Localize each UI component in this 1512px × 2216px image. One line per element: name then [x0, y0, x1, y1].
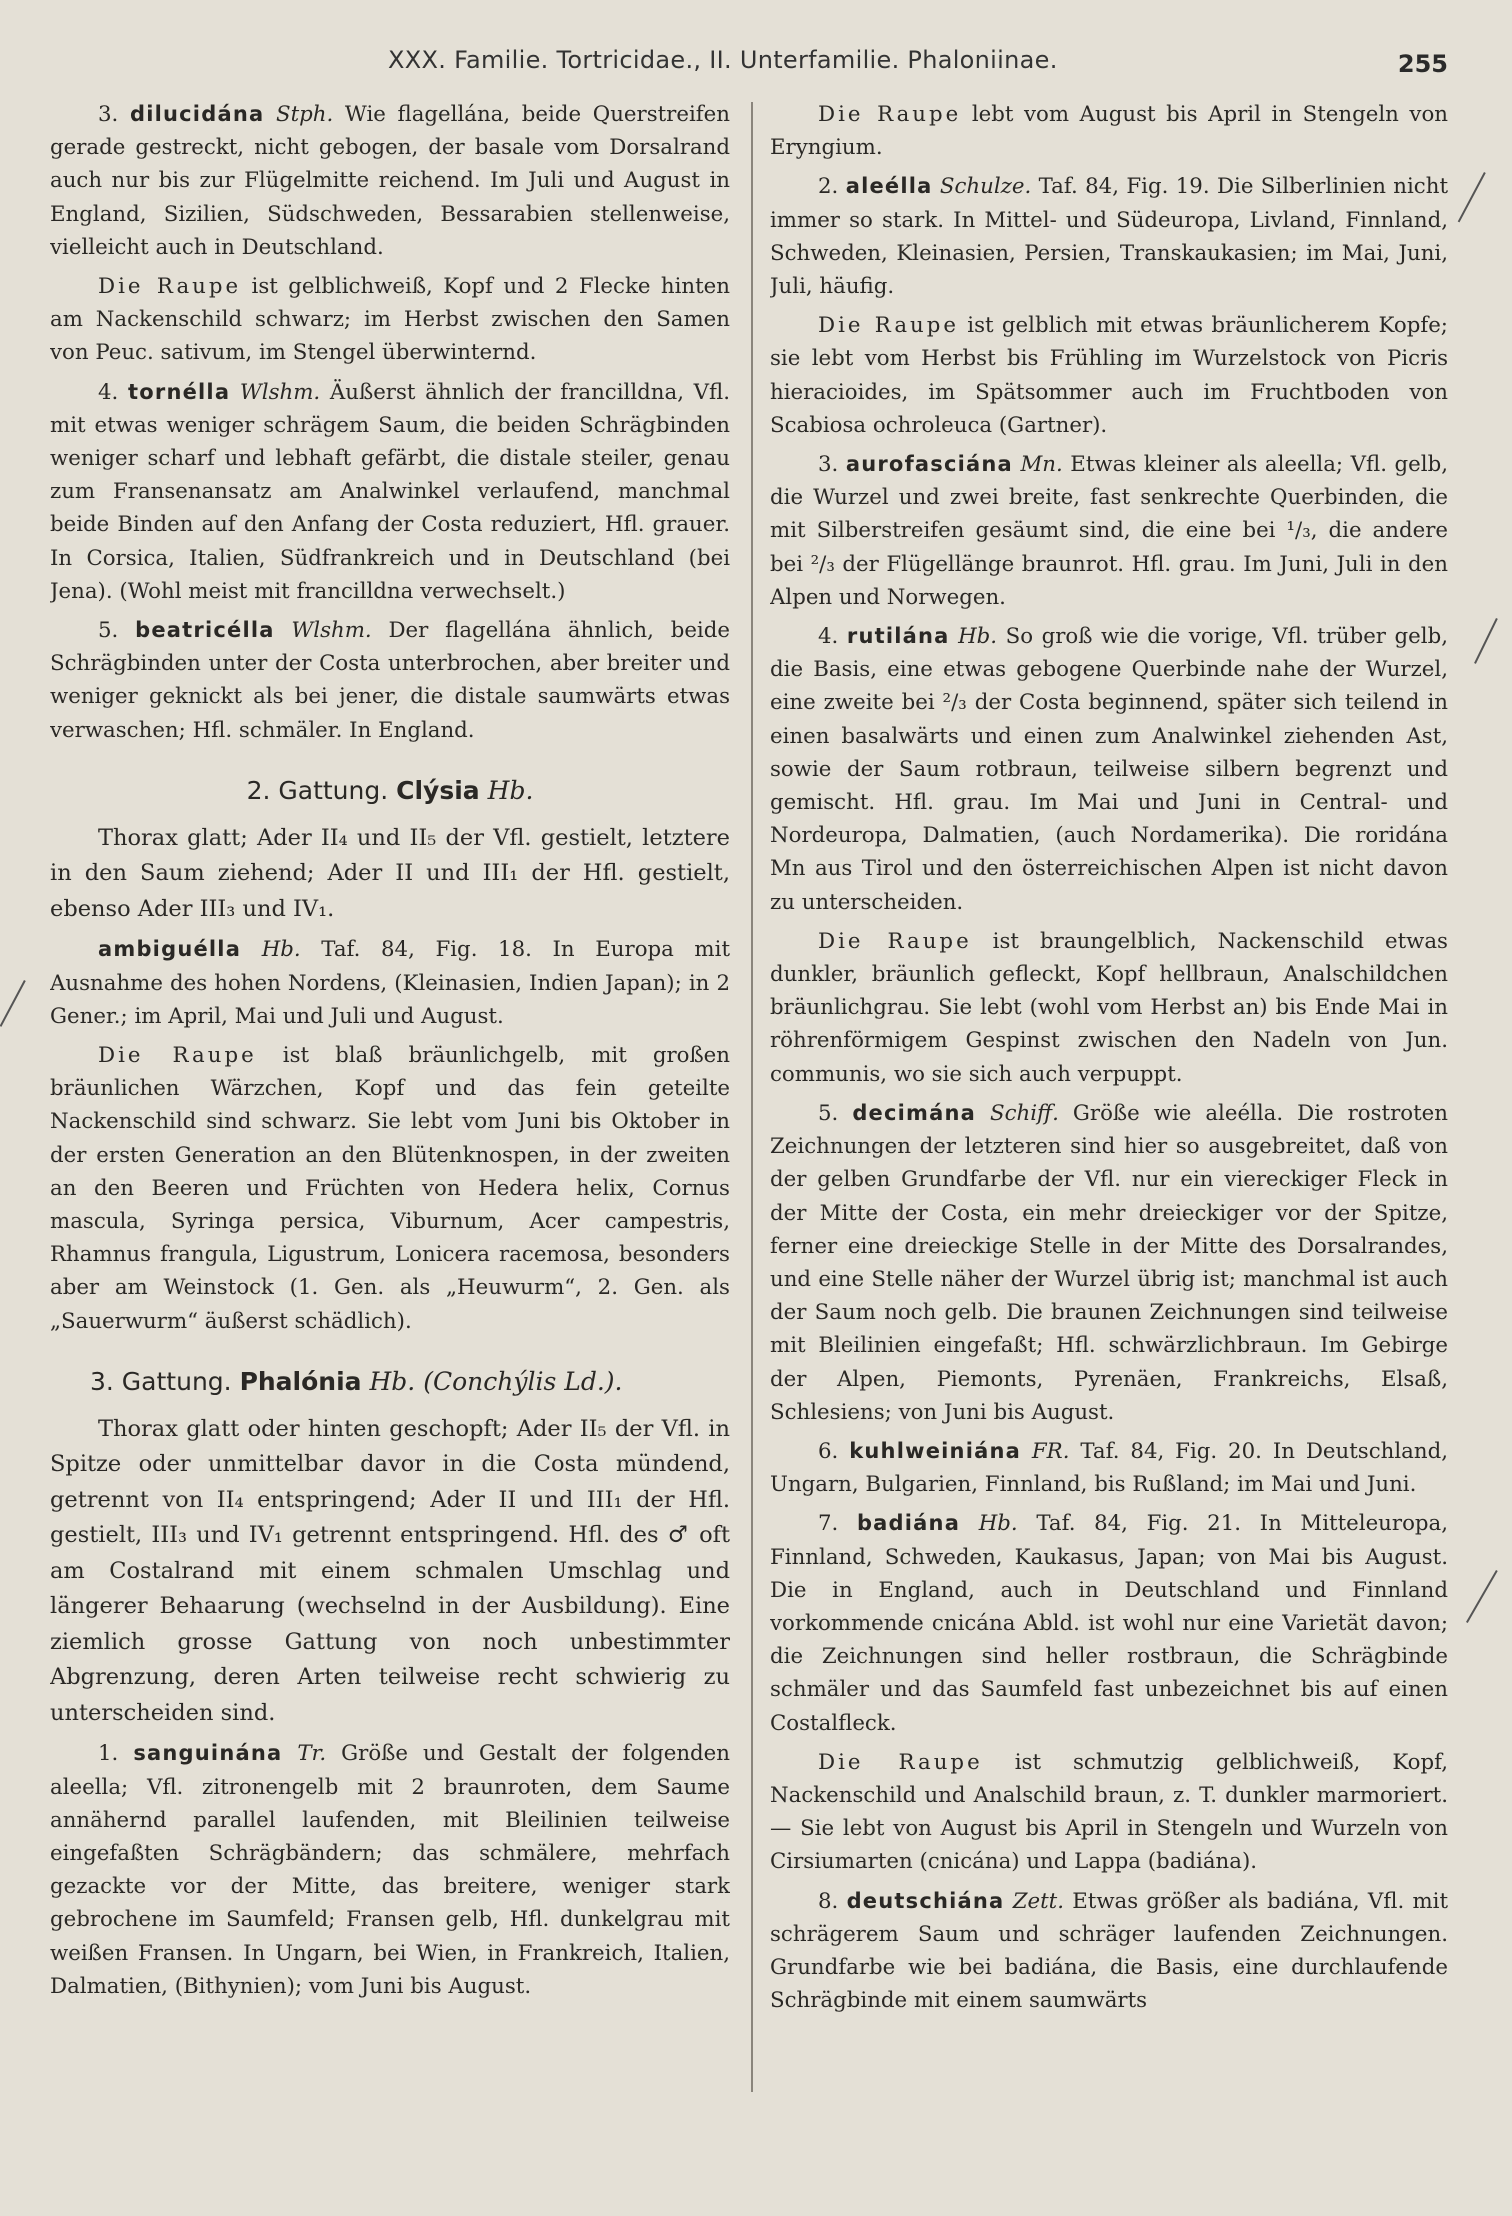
genus-description: Thorax glatt oder hinten geschopft; Ader II₅ der Vfl. in Spitze oder unmittelbar davor in die Costa mündend, getrennt von II₄ entspringend; Ader II und III₁ der Hfl. gestielt, III₃ und IV₁ getrennt entspringend. Hfl. des ♂ oft am Costalrand mit einem schmalen Umschlag und längerer Behaarung (wechselnd in der Ausbildung). Eine ziemlich grosse Gattung von noch unbestimmter Abgrenzung, deren Arten teilweise recht schwierig zu unterscheiden sind. [50, 1415, 730, 1726]
right-column [770, 98, 1448, 2186]
running-title: XXX. Familie. Tortricidae., II. Unterfamilie. Phaloniinae. [388, 46, 1058, 74]
entry-number: 6. [818, 1438, 839, 1464]
entry-number: 4. [818, 624, 839, 650]
species-author: Mn. [1020, 452, 1063, 478]
entry-number: 1. [98, 1741, 119, 1767]
species-author: Schulze. [939, 174, 1032, 200]
species-name: rutilána [846, 624, 950, 649]
entry-number: 5. [818, 1100, 839, 1126]
entry-number: 4. [98, 379, 119, 405]
entry-number: 3. [818, 452, 839, 478]
species-name: decimána [852, 1100, 977, 1125]
entry-number: 2. [818, 174, 839, 200]
species-name: sanguinána [133, 1741, 283, 1766]
species-entry [770, 1885, 1448, 2018]
page-header [50, 42, 1462, 82]
pencil-tick-mark [1466, 1570, 1498, 1623]
larva-text: ist schmutzig gelblichweiß, Kopf, Nackenschild und Analschild braun, z. T. dunkler marmoriert. — Sie lebt von August bis April in Stengeln und Wurzeln von Cirsiumarten (cnicána) und Lappa (badiána). [770, 1749, 1448, 1875]
genus-description: Thorax glatt; Ader II₄ und II₅ der Vfl. gestielt, letztere in den Saum ziehend; Ader II und III₁ der Hfl. gestielt, ebenso Ader III₃ und IV₁. [50, 824, 730, 922]
entry-text: Taf. 84, Fig. 19. Die Silberlinien nicht immer so stark. In Mittel- und Südeuropa, Livland, Finnland, Schweden, Kleinasien, Persien, Transkaukasien; im Mai, Juni, Juli, häufig. [770, 174, 1448, 300]
species-name: aurofasciána [845, 452, 1013, 477]
species-entry [770, 1097, 1448, 1429]
entry-text: Größe wie aleélla. Die rostroten Zeichnungen der letzteren sind hier so ausgebreitet, daß von der gelben Grundfarbe der Vfl. nur ein viereckiger Fleck in der Mitte der Costa, ein mehr dreieckiger vor der Spitze, ferner eine dreieckige Stelle in der Mitte des Dorsalrandes, und eine Stelle näher der Wurzel übrig ist; manchmal ist auch der Saum noch gelb. Die braunen Zeichnungen sind teilweise mit Bleilinien eingefaßt; Hfl. schwärzlichbraun. Im Gebirge der Alpen, Piemonts, Pyrenäen, Frankreichs, Elsaß, Schlesiens; von Juni bis August. [770, 1100, 1448, 1425]
species-author: Tr. [297, 1741, 327, 1767]
entry-number: 7. [818, 1511, 839, 1537]
species-entry [50, 614, 730, 747]
species-author: Wlshm. [291, 618, 372, 644]
entry-number: 8. [818, 1888, 839, 1914]
genus-author: Hb. (Conchýlis Ld.). [369, 1366, 623, 1396]
entry-text: Äußerst ähnlich der francilldna, Vfl. mit etwas weniger schrägem Saum, die beiden Schrägbinden weniger scharf und lebhaft gefärbt, die distale steiler, genau zum Fransenansatz am Analwinkel verlaufend, manchmal beide Binden auf den Anfang der Costa reduziert, Hfl. grauer. In Corsica, Italien, Südfrankreich und in Deutschland (bei Jena). (Wohl meist mit francilldna verwechselt.) [50, 379, 730, 604]
species-name: beatricélla [135, 618, 275, 643]
larva-paragraph [50, 1039, 730, 1338]
larva-paragraph [770, 98, 1448, 164]
larva-paragraph [50, 270, 730, 370]
column-divider [751, 102, 753, 2092]
genus-name: Clýsia [396, 775, 480, 805]
pencil-tick-mark [1458, 172, 1486, 222]
genus-heading [50, 1364, 730, 1400]
larva-label: Die Raupe [818, 928, 972, 954]
species-entry [770, 170, 1448, 303]
genus-label: 2. Gattung. [246, 775, 389, 805]
entry-text: Der flagellána ähnlich, beide Schrägbinden unter der Costa unterbrochen, aber breiter und weniger geknickt als bei jener, die distale saumwärts etwas verwaschen; Hfl. schmäler. In England. [50, 618, 730, 743]
species-author: Wlshm. [239, 379, 321, 405]
entry-number: 3. [98, 102, 119, 127]
species-name: ambiguélla [98, 937, 242, 962]
page-number: 255 [1397, 50, 1448, 78]
genus-label: 3. Gattung. [90, 1366, 232, 1396]
species-author: FR. [1031, 1438, 1070, 1464]
larva-paragraph [770, 1746, 1448, 1879]
species-entry [770, 1507, 1448, 1739]
larva-label: Die Raupe [818, 1749, 983, 1775]
genus-author: Hb. [487, 775, 534, 805]
larva-text: ist braungelblich, Nackenschild etwas dunkler, bräunlich gefleckt, Kopf hellbraun, Analschildchen bräunlichgrau. Sie lebt (wohl vom Herbst an) bis Ende Mai in röhrenförmigem Gespinst zwischen den Nadeln von Jun. communis, wo sie sich auch verpuppt. [770, 928, 1448, 1087]
species-name: dilucidána [129, 102, 265, 126]
larva-text: ist gelblichweiß, Kopf und 2 Flecke hinten am Nackenschild schwarz; im Herbst zwischen den Samen von Peuc. sativum, im Stengel überwinternd. [50, 274, 730, 366]
species-name: tornélla [128, 379, 231, 404]
species-author: Schiff. [990, 1100, 1059, 1126]
species-entry [50, 1737, 730, 2003]
species-name: aleélla [845, 174, 933, 199]
left-column [50, 98, 730, 2186]
larva-text: ist gelblich mit etwas bräunlicherem Kopfe; sie lebt vom Herbst bis Frühling im Wurzelstock von Picris hieracioides, im Spätsommer auch im Fruchtboden von Scabiosa ochroleuca (Gartner). [770, 313, 1448, 438]
larva-text: ist blaß bräunlichgelb, mit großen bräunlichen Wärzchen, Kopf und das fein geteilte Nackenschild sind schwarz. Sie lebt vom Juni bis Oktober in der ersten Generation an den Blütenknospen, in der zweiten an den Beeren und Früchten von Hedera helix, Cornus mascula, Syringa persica, Viburnum, Acer campestris, Rhamnus frangula, Ligustrum, Lonicera racemosa, besonders aber am Weinstock (1. Gen. als „Heuwurm“, 2. Gen. als „Sauerwurm“ äußerst schädlich). [50, 1042, 730, 1334]
entry-text: Etwas größer als badiána, Vfl. mit schrägerem Saum und schräger laufenden Zeichnungen. Grundfarbe wie bei badiána, die Basis, eine durchlaufende Schrägbinde mit einem saumwärts [770, 1888, 1448, 2014]
genus-heading [50, 773, 730, 809]
entry-text: Taf. 84, Fig. 20. In Deutschland, Ungarn, Bulgarien, Finnland, bis Rußland; im Mai und Juni. [770, 1438, 1448, 1498]
larva-paragraph [770, 309, 1448, 442]
pencil-tick-mark [0, 980, 26, 1027]
entry-text: Größe und Gestalt der folgenden aleella; Vfl. zitronengelb mit 2 braunroten, dem Saume annähernd parallel laufenden, mit Bleilinien teilweise eingefaßten Schrägbändern; das schmälere, mehrfach gezackte vor der Mitte, das breitere, weniger stark gebrochene im Saumfeld; Fransen gelb, Hfl. dunkelgrau mit weißen Fransen. In Ungarn, bei Wien, in Frankreich, Italien, Dalmatien, (Bithynien); vom Juni bis August. [50, 1741, 730, 1999]
species-entry [770, 1435, 1448, 1501]
larva-label: Die Raupe [98, 1042, 257, 1068]
species-author: Hb. [978, 1511, 1018, 1537]
entry-text: Taf. 84, Fig. 21. In Mitteleuropa, Finnland, Schweden, Kaukasus, Japan; von Mai bis August. Die in England, auch in Deutschland und Finnland vorkommende cnicána Abld. ist wohl nur eine Varietät davon; die Zeichnungen sind heller rostbraun, die Schrägbinde schmäler und das Saumfeld fast unbezeichnet bis auf einen Costalfleck. [770, 1511, 1448, 1736]
larva-label: Die Raupe [98, 274, 242, 300]
entry-number: 5. [98, 618, 119, 644]
species-author: Hb. [958, 624, 998, 650]
pencil-tick-mark [1474, 618, 1498, 664]
entry-text: Etwas kleiner als aleella; Vfl. gelb, die Wurzel und zwei breite, fast senkrechte Querbinden, die mit Silberstreifen gesäumt sind, die eine bei ¹/₃, die andere bei ²/₃ der Flügellänge braunrot. Hfl. grau. Im Juni, Juli in den Alpen und Norwegen. [770, 452, 1448, 610]
larva-label: Die Raupe [818, 102, 962, 127]
entry-text: Taf. 84, Fig. 18. In Europa mit Ausnahme des hohen Nordens, (Kleinasien, Indien Japan); in 2 Gener.; im April, Mai und Juli und August. [50, 937, 730, 1029]
larva-paragraph [770, 925, 1448, 1091]
species-entry [770, 620, 1448, 919]
species-name: kuhlweiniána [849, 1438, 1021, 1463]
species-author: Zett. [1012, 1888, 1064, 1914]
entry-text: Wie flagellána, beide Querstreifen gerade gestreckt, nicht gebogen, der basale vom Dorsalrand auch nur bis zur Flügelmitte reichend. Im Juli und August in England, Sizilien, Südschweden, Bessarabien stellenweise, vielleicht auch in Deutschland. [50, 102, 730, 260]
larva-label: Die Raupe [818, 313, 959, 339]
species-entry [50, 98, 730, 264]
species-entry [770, 448, 1448, 614]
entry-text: So groß wie die vorige, Vfl. trüber gelb, die Basis, eine etwas gebogene Querbinde nahe der Wurzel, eine zweite bei ²/₃ der Costa beginnend, später sich teilend in einen basalwärts und einen zum Analwinkel ziehenden Ast, sowie der Saum rotbraun, teilweise silbern begrenzt und gemischt. Hfl. grau. Im Mai und Juni in Central- und Nordeuropa, Dalmatien, (auch Nordamerika). Die roridána Mn aus Tirol und den österreichischen Alpen ist nicht davon zu unterscheiden. [770, 624, 1448, 915]
species-author: Hb. [261, 937, 301, 963]
species-name: badiána [856, 1511, 961, 1536]
larva-text: lebt vom August bis April in Stengeln von Eryngium. [770, 102, 1448, 161]
species-entry [50, 933, 730, 1033]
species-name: deutschiána [846, 1888, 1005, 1913]
species-author: Stph. [276, 102, 334, 127]
genus-name: Phalónia [239, 1366, 362, 1396]
species-entry [50, 376, 730, 608]
